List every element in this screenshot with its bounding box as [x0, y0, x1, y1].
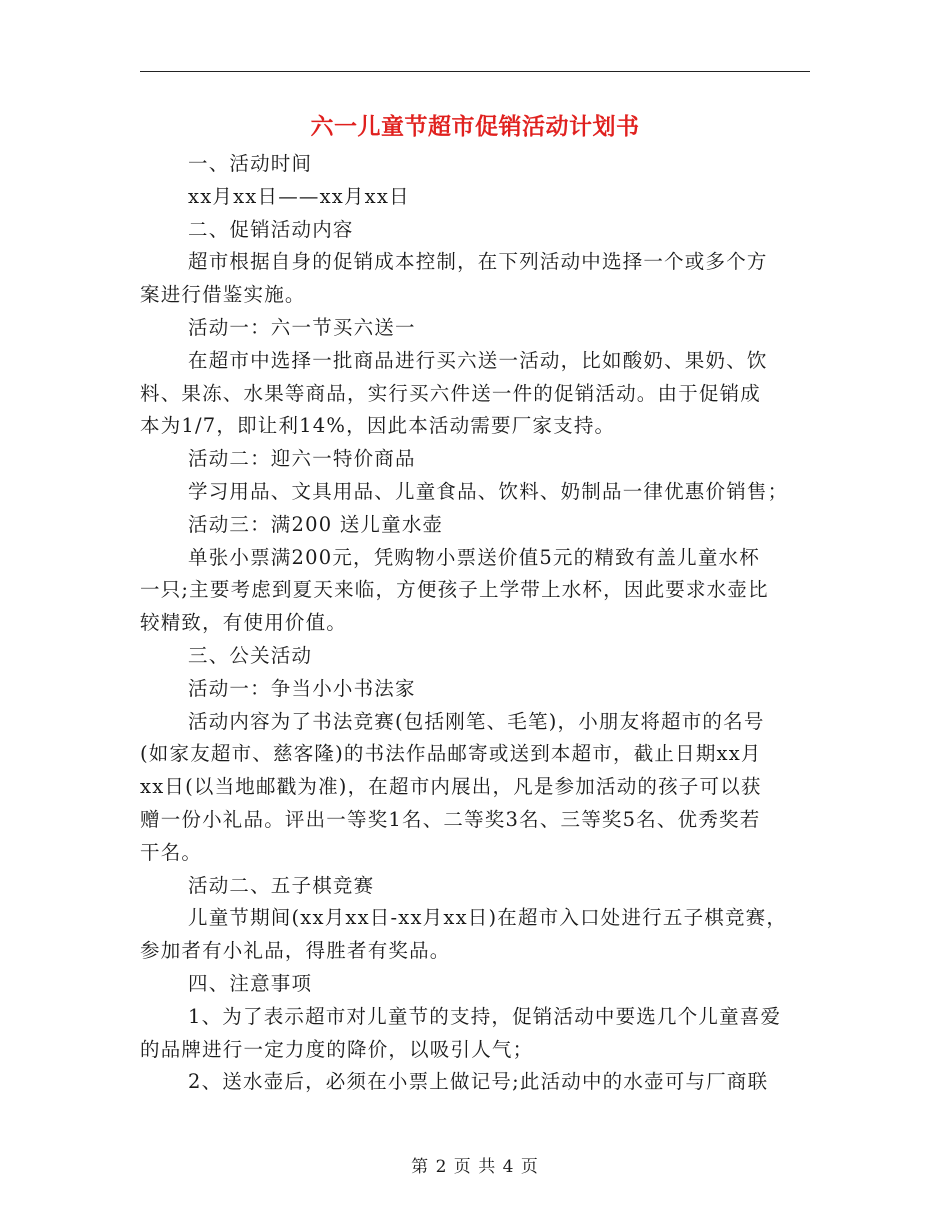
body-line: 超市根据自身的促销成本控制，在下列活动中选择一个或多个方: [188, 250, 768, 274]
body-line: 干名。: [140, 840, 203, 864]
body-line: 参加者有小礼品，得胜者有奖品。: [140, 939, 451, 963]
body-line: 活动三：满200 送儿童水壶: [188, 512, 444, 536]
body-line: 一、活动时间: [188, 152, 313, 175]
header-rule: [140, 71, 810, 72]
body-line: 在超市中选择一批商品进行买六送一活动，比如酸奶、果奶、饮: [188, 348, 768, 372]
body-line: 单张小票满200元，凭购物小票送价值5元的精致有盖儿童水杯: [188, 545, 760, 569]
body-line: 二、促销活动内容: [188, 217, 354, 241]
body-line: 活动一：争当小小书法家: [188, 676, 416, 700]
body-line: (如家友超市、慈客隆)的书法作品邮寄或送到本超市，截止日期xx月: [140, 742, 762, 766]
body-line: 活动一：六一节买六送一: [188, 315, 416, 339]
body-line: xx月xx日——xx月xx日: [188, 184, 410, 208]
body-line: 三、公关活动: [188, 643, 313, 667]
body-line: 赠一份小礼品。评出一等奖1名、二等奖3名、三等奖5名、优秀奖若: [140, 807, 761, 831]
body-line: 儿童节期间(xx月xx日-xx月xx日)在超市入口处进行五子棋竞赛，: [188, 906, 788, 930]
body-line: 活动二、五子棋竞赛: [188, 873, 375, 897]
body-line: 料、果冻、水果等商品，实行买六件送一件的促销活动。由于促销成: [140, 381, 762, 405]
body-line: 1、为了表示超市对儿童节的支持，促销活动中要选几个儿童喜爱: [188, 1004, 782, 1028]
document-body: [140, 148, 820, 1099]
body-line: 活动二：迎六一特价商品: [188, 447, 416, 471]
body-line: 学习用品、文具用品、儿童食品、饮料、奶制品一律优惠价销售；: [188, 479, 789, 503]
body-line: 的品牌进行一定力度的降价，以吸引人气；: [140, 1037, 534, 1061]
body-line: 本为1/7，即让利14%，因此本活动需要厂家支持。: [140, 414, 616, 438]
body-line: 案进行借鉴实施。: [140, 283, 306, 307]
body-line: 一只;主要考虑到夏天来临，方便孩子上学带上水杯，因此要求水壶比: [140, 578, 769, 602]
body-line: 四、注意事项: [188, 971, 313, 995]
document-title: 六一儿童节超市促销活动计划书: [310, 113, 640, 140]
body-line: xx日(以当地邮戳为准)，在超市内展出，凡是参加活动的孩子可以获: [140, 775, 762, 799]
page-number-footer: 第 2 页 共 4 页: [411, 1157, 539, 1177]
body-line: 较精致，有使用价值。: [140, 611, 348, 635]
body-line: 2、送水壶后，必须在小票上做记号;此活动中的水壶可与厂商联: [188, 1070, 769, 1094]
body-line: 活动内容为了书法竞赛(包括刚笔、毛笔)，小朋友将超市的名号: [188, 709, 765, 733]
